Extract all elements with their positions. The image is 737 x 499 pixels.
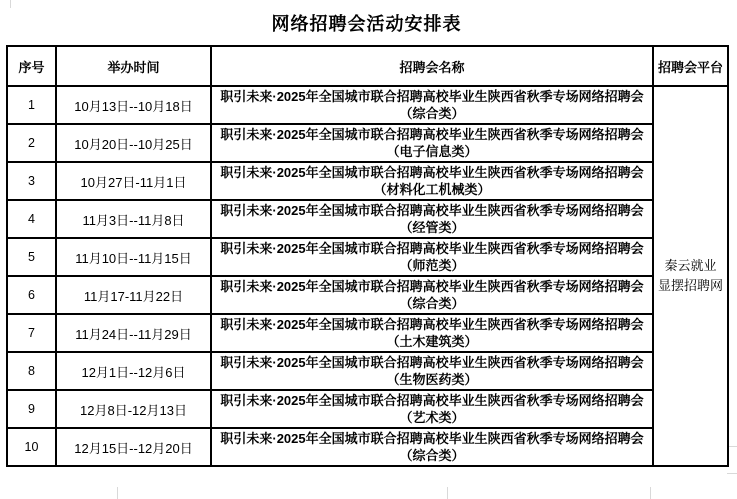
cell-fair-name <box>211 124 653 162</box>
table-row <box>7 428 728 466</box>
table-header <box>7 46 728 86</box>
fair-name-line1: 职引未来·2025年全国城市联合招聘高校毕业生陕西省秋季专场网络招聘会 <box>220 393 644 408</box>
fair-category-line2: （综合类） <box>399 448 465 463</box>
fair-name-line1: 职引未来·2025年全国城市联合招聘高校毕业生陕西省秋季专场网络招聘会 <box>220 317 644 332</box>
fair-name-line1: 职引未来·2025年全国城市联合招聘高校毕业生陕西省秋季专场网络招聘会 <box>220 89 644 104</box>
cell-serial-number: 6 <box>7 276 56 314</box>
cell-fair-name <box>211 276 653 314</box>
cell-date-range: 11月10日--11月15日 <box>56 238 211 276</box>
cell-serial-number: 5 <box>7 238 56 276</box>
fair-name-line1: 职引未来·2025年全国城市联合招聘高校毕业生陕西省秋季专场网络招聘会 <box>220 241 644 256</box>
platform-line2: 显摆招聘网 <box>657 278 723 293</box>
platform-line1: 秦云就业 <box>664 258 717 273</box>
fair-category-line2: （师范类） <box>399 258 465 273</box>
cell-serial-number: 10 <box>7 428 56 466</box>
cell-date-range: 10月27日-11月1日 <box>56 162 211 200</box>
fair-name-line1: 职引未来·2025年全国城市联合招聘高校毕业生陕西省秋季专场网络招聘会 <box>220 279 644 294</box>
table-row <box>7 200 728 238</box>
job-fair-schedule-table <box>6 45 729 467</box>
fair-category-line2: （综合类） <box>399 296 465 311</box>
fair-name-line1: 职引未来·2025年全国城市联合招聘高校毕业生陕西省秋季专场网络招聘会 <box>220 203 644 218</box>
cell-fair-name <box>211 428 653 466</box>
header-platform: 招聘会平台 <box>653 46 728 86</box>
fair-category-line2: （经管类） <box>399 220 465 235</box>
cell-date-range: 12月1日--12月6日 <box>56 352 211 390</box>
cell-date-range: 10月13日--10月18日 <box>56 86 211 124</box>
table-row <box>7 314 728 352</box>
fair-category-line2: （综合类） <box>399 106 465 121</box>
cell-date-range: 12月15日--12月20日 <box>56 428 211 466</box>
fair-category-line2: （生物医药类） <box>386 372 478 387</box>
cell-fair-name <box>211 390 653 428</box>
header-no: 序号 <box>7 46 56 86</box>
fair-name-line1: 职引未来·2025年全国城市联合招聘高校毕业生陕西省秋季专场网络招聘会 <box>220 355 644 370</box>
table-row <box>7 124 728 162</box>
table-row <box>7 390 728 428</box>
cell-fair-name <box>211 200 653 238</box>
table-row <box>7 162 728 200</box>
cell-serial-number: 4 <box>7 200 56 238</box>
cell-fair-name <box>211 314 653 352</box>
fair-name-line1: 职引未来·2025年全国城市联合招聘高校毕业生陕西省秋季专场网络招聘会 <box>220 431 644 446</box>
gridline-fragment <box>650 487 651 499</box>
header-time: 举办时间 <box>56 46 211 86</box>
page-title: 网络招聘会活动安排表 <box>271 13 462 34</box>
cell-serial-number: 9 <box>7 390 56 428</box>
header-name: 招聘会名称 <box>211 46 653 86</box>
cell-platform-merged <box>653 86 728 466</box>
cell-fair-name <box>211 162 653 200</box>
cell-fair-name <box>211 352 653 390</box>
table-row <box>7 86 728 124</box>
fair-category-line2: （艺术类） <box>399 410 465 425</box>
table-row <box>7 238 728 276</box>
cell-date-range: 11月17-11月22日 <box>56 276 211 314</box>
cell-date-range: 11月3日--11月8日 <box>56 200 211 238</box>
gridline-fragment <box>727 473 737 474</box>
cell-date-range: 12月8日-12月13日 <box>56 390 211 428</box>
table-body <box>7 86 728 466</box>
gridline-fragment <box>447 487 448 499</box>
cell-serial-number: 8 <box>7 352 56 390</box>
fair-category-line2: （电子信息类） <box>386 144 478 159</box>
fair-name-line1: 职引未来·2025年全国城市联合招聘高校毕业生陕西省秋季专场网络招聘会 <box>220 165 644 180</box>
cell-fair-name <box>211 86 653 124</box>
cell-serial-number: 3 <box>7 162 56 200</box>
fair-category-line2: （材料化工机械类） <box>373 182 491 197</box>
table-row <box>7 276 728 314</box>
cell-serial-number: 1 <box>7 86 56 124</box>
cell-serial-number: 2 <box>7 124 56 162</box>
cell-serial-number: 7 <box>7 314 56 352</box>
fair-name-line1: 职引未来·2025年全国城市联合招聘高校毕业生陕西省秋季专场网络招聘会 <box>220 127 644 142</box>
fair-category-line2: （土木建筑类） <box>386 334 478 349</box>
table-row <box>7 352 728 390</box>
gridline-fragment <box>117 487 118 499</box>
cell-fair-name <box>211 238 653 276</box>
cell-date-range: 11月24日--11月29日 <box>56 314 211 352</box>
cell-date-range: 10月20日--10月25日 <box>56 124 211 162</box>
